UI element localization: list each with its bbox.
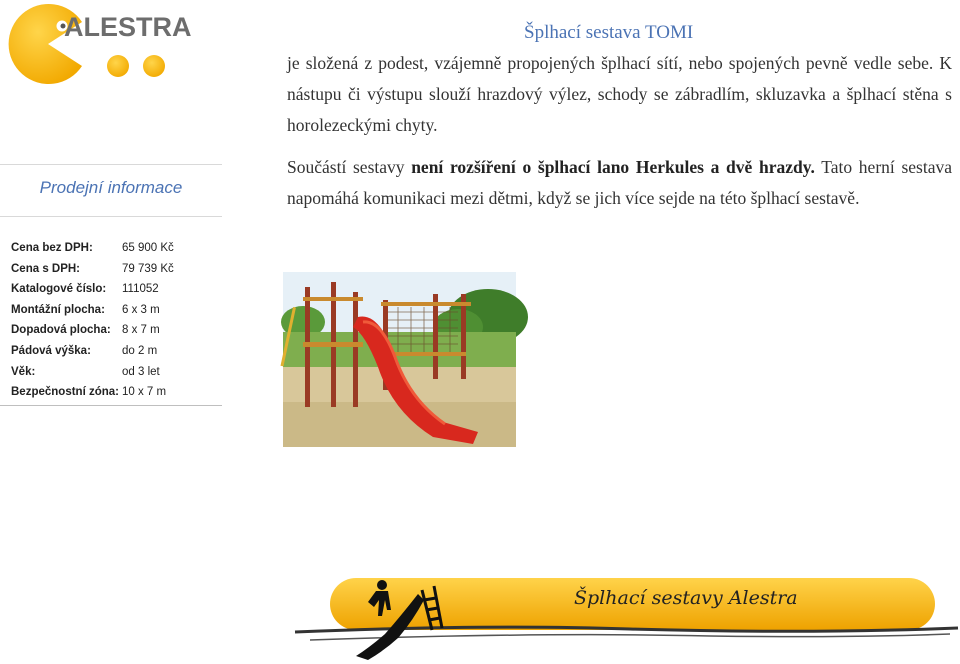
note-paragraph [287,152,952,214]
spec-label: Cena s DPH: [11,262,81,275]
note-emphasis: není rozšíření o šplhací lano Herkules a dvě hrazdy. [411,157,815,177]
spec-label: Cena bez DPH: [11,242,93,254]
spec-label: Dopadová plocha: [11,324,111,337]
spec-row-age [11,362,174,383]
spec-row-price-gross [11,259,174,280]
note-rest: Tato herní sestava napomáhá komunikaci mezi dětmi, když se jich více sejde na této šplhací sestavě. [287,157,952,208]
spec-value: do 2 m [122,344,158,357]
banner-strip [290,572,960,664]
product-photo [283,272,516,447]
spec-value: 10 x 7 m [121,386,167,399]
spec-value: 8 x 7 m [122,324,160,337]
spec-value: 65 900 Kč [122,242,174,254]
spec-row-fall-height [11,341,174,362]
spec-label: Katalogové číslo: [11,283,107,296]
banner-text: Šplhací sestavy Alestra [574,587,798,609]
note-lead: Součástí sestavy [287,157,412,177]
spec-row-impact-area [11,320,174,341]
sidebar-divider [0,216,222,217]
sidebar-title: Prodejní informace [39,178,183,197]
spec-row-safety-zone [11,382,174,403]
spec-row-mounting-area [11,300,174,321]
sidebar-divider-bottom [0,405,222,406]
spec-value: 6 x 3 m [122,303,160,316]
sidebar-divider-top [0,164,222,165]
description-paragraph: je složená z podest, vzájemně propojených šplhací sítí, nebo spojených pevně vedle sebe. K nástupu či výstupu slouží hrazdový výlez, schody se zábradlím, skluzavka a šplhací stěna s horolezeckými chyty. [287,53,952,135]
spec-label: Bezpečnostní zóna: [11,386,119,399]
spec-value: od 3 let [122,365,160,378]
product-title: Šplhací sestava TOMI [524,22,694,43]
spec-value: 111052 [122,283,159,296]
spec-label: Věk: [11,365,36,378]
spec-row-catalog [11,279,174,300]
spec-value: 79 739 Kč [122,262,174,275]
alestra-logo [8,2,192,88]
spec-label: Pádová výška: [11,344,91,357]
logo-wordmark: ALESTRA [64,12,192,42]
spec-list [11,238,174,403]
spec-row-price-net [11,238,174,259]
spec-label: Montážní plocha: [11,303,105,316]
